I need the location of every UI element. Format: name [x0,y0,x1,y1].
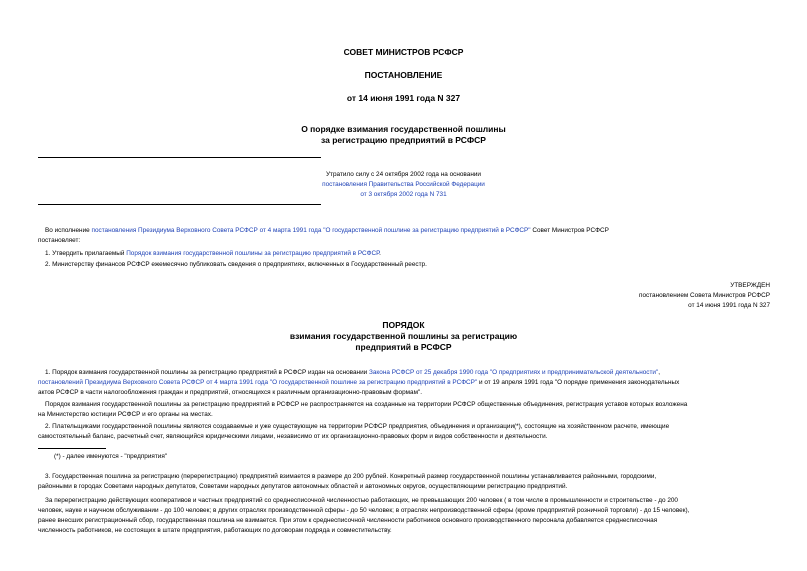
divider-top [38,157,321,158]
document-date-number: от 14 июня 1991 года N 327 [346,93,461,103]
document-title-line-1: О порядке взимания государственной пошлины [301,124,506,134]
decree-link[interactable]: постановления Президиума Верховного Совета РСФСР от 4 марта 1991 года "О государственной пошлине за регистрацию предприятий в РСФСР" [91,227,531,234]
order-title-line-3: предприятий в РСФСР [355,342,452,352]
law-link[interactable]: Закона РСФСР от 25 декабря 1990 года "О предприятиях и предпринимательской деятельности" [369,369,659,376]
preamble-line-1 [45,226,609,235]
section-1-line-2 [38,378,679,387]
section-1b-line-2: на Министерство юстиции РСФСР и его органы на местах. [38,411,213,418]
item-1-suffix: . [379,250,381,257]
status-link-line-2[interactable]: постановления Правительства Российской Федерации [322,181,485,188]
approved-by: постановлением Совета Министров РСФСР [638,292,770,299]
item-1-prefix: 1. Утвердить прилагаемый [45,250,127,257]
section-2-line-2: самостоятельный баланс, расчетный счет, являющийся юридическими лицами, независимо от их организационно-правовых форм и видов собственности и деятельности. [38,433,548,440]
status-line-1: Утратило силу с 24 октября 2002 года на основании [326,171,481,178]
document-type-heading: ПОСТАНОВЛЕНИЕ [364,70,443,80]
section-1-line-3: актов РСФСР в части налогообложения граждан и предприятий, относящихся к различным организационно-правовым формам". [38,389,423,396]
preamble-item-1 [45,249,381,258]
document-title-line-2: за регистрацию предприятий в РСФСР [321,135,486,145]
section-3b-line-3: ранее внесших регистрационный сбор, государственная пошлина не взимается. При этом к среднесписочной численности работников основного производственного персонала добавляется среднесписочная [38,517,658,524]
section-1-line-1 [45,368,660,377]
preamble-suffix: Совет Министров РСФСР [530,227,609,234]
section-2-line-1: 2. Плательщиками государственной пошлины являются создаваемые и уже существующие на территории РСФСР предприятия, объединения и организации(*), состоящие на хозяйственном расчете, имеющие [45,423,670,430]
preamble-line-2: постановляет: [38,237,81,244]
status-link-line-3[interactable]: от 3 октября 2002 года N 731 [360,191,447,198]
footnote-divider [38,448,106,449]
section-3b-line-1: За перерегистрацию действующих кооперативов и частных предприятий со среднесписочной численностью работающих, не превышающих 200 человек ( в том числе в промышленности и строительстве - до 200 [45,497,678,504]
section-1b-line-1: Порядок взимания государственной пошлины за регистрацию предприятий в РСФСР не распространяется на созданные на территории РСФСР общественные объединения, регистрация уставов которых возложена [45,401,688,408]
section-3-line-2: районными в городах Советами народных депутатов, Советами народных депутатов автономных областей и автономных округов, осуществляющими регистрацию предприятий. [38,483,568,490]
preamble-prefix: Во исполнение [45,227,92,234]
divider-bottom [38,204,321,205]
section-3b-line-2: человек, науке и научном обслуживании - до 100 человек; в других отраслях производственной сферы - до 50 человек; в отраслях непроизводственной сферы (кроме предприятий розничной торговли) - до 15 человек), [38,507,690,514]
section-3b-line-4: численность работников, не состоящих в штате предприятия, работающих по договорам подряда и совместительству. [38,527,392,534]
order-link[interactable]: Порядок взимания государственной пошлины за регистрацию предприятий в РСФСР [126,250,380,257]
section-3-line-1: 3. Государственная пошлина за регистрацию (перерегистрацию) предприятий взимается в размере до 200 рублей. Конкретный размер государственной пошлины устанавливается районными, городскими, [45,473,657,480]
issuer-heading: СОВЕТ МИНИСТРОВ РСФСР [343,47,464,57]
approved-date: от 14 июня 1991 года N 327 [688,302,770,309]
section-1-suffix: , [658,369,661,376]
presidium-decree-link[interactable]: постановлений Президиума Верховного Совета РСФСР от 4 марта 1991 года "О государственной пошлине за регистрацию предприятий в РСФСР" [38,379,478,386]
section-1-line-2-suffix: и от 19 апреля 1991 года "О порядке применения законодательных [477,379,680,386]
footnote: (*) - далее именуются - "предприятия" [54,453,168,460]
approved-heading: УТВЕРЖДЕН [730,282,770,289]
preamble-item-2: 2. Министерству финансов РСФСР ежемесячно публиковать сведения о предприятиях, включенных в Государственный реестр. [45,261,427,268]
section-1-prefix: 1. Порядок взимания государственной пошлины за регистрацию предприятий в РСФСР издан на основании [45,369,370,376]
order-title-line-1: ПОРЯДОК [382,320,425,330]
order-title-line-2: взимания государственной пошлины за регистрацию [289,331,518,341]
